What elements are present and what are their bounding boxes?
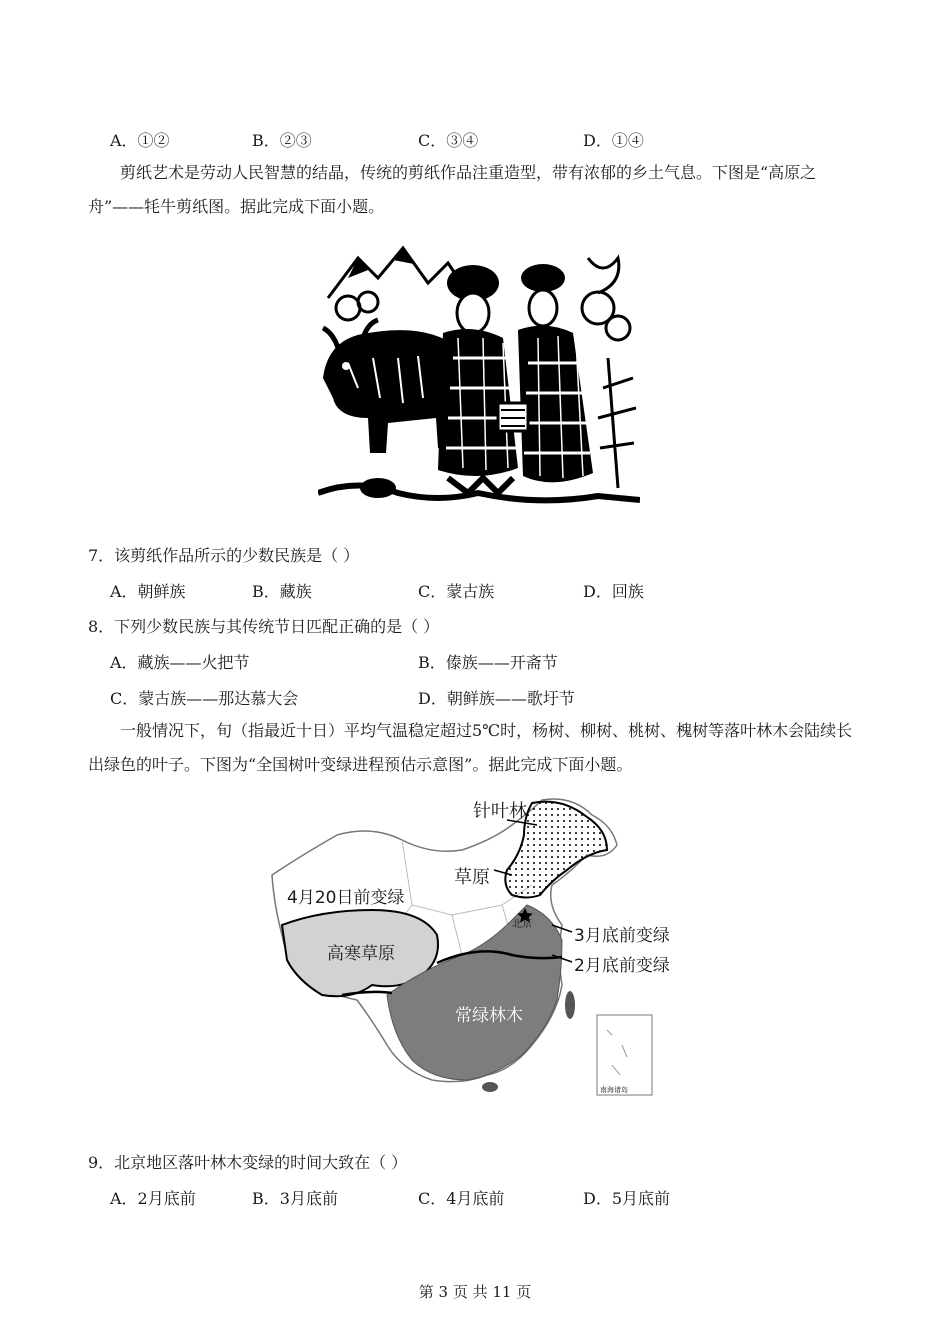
- q7-option-d: D．回族: [583, 582, 644, 601]
- q6-option-d: D．①④: [583, 131, 644, 150]
- q8-option-c: C．蒙古族——那达慕大会: [110, 689, 299, 708]
- q9-option-d: D．5月底前: [583, 1189, 671, 1208]
- q7-option-a: A．朝鲜族: [110, 582, 186, 601]
- q7-option-b: B．藏族: [252, 582, 312, 601]
- label-evergreen: 常绿林木: [455, 1006, 523, 1026]
- paper-cut-figure: [318, 238, 640, 510]
- q8-option-a: A．藏族——火把节: [110, 653, 250, 672]
- greening-map-figure: [262, 795, 692, 1105]
- q8-option-d: D．朝鲜族——歌圩节: [418, 689, 575, 708]
- q6-option-a: A．①②: [110, 131, 170, 150]
- q6-option-b: B．②③: [252, 131, 312, 150]
- q7-option-c: C．蒙古族: [418, 582, 495, 601]
- label-conifer: 针叶林: [473, 801, 527, 822]
- label-alpine-grassland: 高寒草原: [327, 944, 395, 964]
- label-inset: 南海诸岛: [600, 1086, 628, 1094]
- page-footer: 第 3 页 共 11 页: [418, 1283, 532, 1301]
- q6-option-c: C．③④: [418, 131, 479, 150]
- label-feb: 2月底前变绿: [574, 956, 670, 976]
- intro-paper-cut: 剪纸艺术是劳动人民智慧的结晶，传统的剪纸作品注重造型，带有浓郁的乡土气息。下图是“高原之舟”——牦牛剪纸图。据此完成下面小题。: [88, 163, 817, 216]
- q8-option-b: B．傣族——开斋节: [418, 653, 558, 672]
- q9-stem: 9．北京地区落叶林木变绿的时间大致在（ ）: [88, 1153, 408, 1172]
- intro-leaf-greening: 一般情况下，旬（指最近十日）平均气温稳定超过5℃时，杨树、柳树、桃树、槐树等落叶林木会陆续长出绿色的叶子。下图为“全国树叶变绿进程预估示意图”。据此完成下面小题。: [88, 721, 853, 774]
- paper-cut-image: [318, 238, 640, 510]
- label-march: 3月底前变绿: [574, 926, 670, 946]
- label-april20: 4月20日前变绿: [287, 888, 405, 908]
- q9-option-c: C．4月底前: [418, 1189, 505, 1208]
- label-grassland: 草原: [454, 867, 490, 888]
- q9-option-b: B．3月底前: [252, 1189, 338, 1208]
- q7-stem: 7．该剪纸作品所示的少数民族是（ ）: [88, 546, 360, 565]
- label-beijing: 北京: [512, 919, 532, 930]
- q9-option-a: A．2月底前: [110, 1189, 196, 1208]
- q8-stem: 8．下列少数民族与其传统节日匹配正确的是（ ）: [88, 617, 440, 636]
